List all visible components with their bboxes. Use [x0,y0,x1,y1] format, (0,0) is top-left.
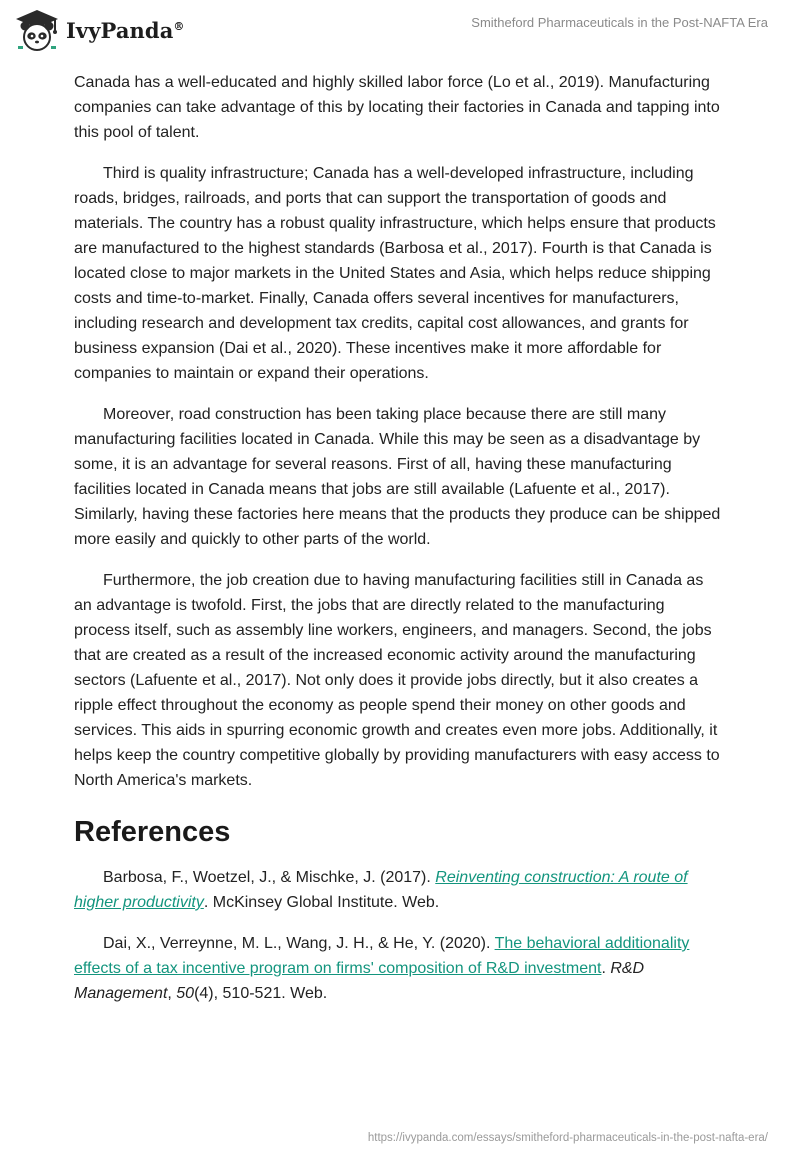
paragraph-4: Furthermore, the job creation due to having manufacturing facilities still in Canada as an advantage is twofold. First, the jobs that are directly related to the manufacturing process itself, such as assembly line workers, engineers, and managers. Second, the jobs that are created as a result of the increased economic activity around the manufacturing sectors (Lafuente et al., 2017). Not only does it provide jobs directly, but it also creates a ripple effect throughout the economy as people spend their money on other goods and services. This aids in spurring economic growth and creates even more jobs. Additionally, it helps keep the country competitive globally by providing manufacturers with easy access to North America's markets. [74,572,720,789]
reference-link[interactable]: Reinventing construction: A route of higher productivity [74,869,688,911]
panda-graduate-icon [14,8,60,52]
paragraph-1: Canada has a well-educated and highly skilled labor force (Lo et al., 2019). Manufacturing companies can take advantage of this by locating their factories in Canada and tapping into this pool of talent. [74,74,720,141]
essay-content [74,70,722,1022]
page-header [0,0,800,62]
logo-wordmark: IvyPanda® [66,17,185,43]
reference-link[interactable]: The behavioral additionality effects of a tax incentive program on firms' composition of R&D investment [74,935,690,977]
reference-item: Dai, X., Verreynne, M. L., Wang, J. H., & He, Y. (2020). The behavioral additionality effects of a tax incentive program on firms' composition of R&D investment. R&D Management, 50(4), 510-521. Web. [74,935,690,1002]
document-title: Smitheford Pharmaceuticals in the Post-NAFTA Era [471,15,768,30]
ivypanda-logo[interactable] [14,8,185,52]
paragraph-2: Third is quality infrastructure; Canada has a well-developed infrastructure, including roads, bridges, railroads, and ports that can support the transportation of goods and materials. The country has a robust quality infrastructure, which helps ensure that products are manufactured to the highest standards (Barbosa et al., 2017). Fourth is that Canada is located close to major markets in the United States and Asia, which helps reduce shipping costs and time-to-market. Finally, Canada offers several incentives for manufacturers, including research and development tax credits, capital cost allowances, and grants for business expansion (Dai et al., 2020). These incentives make it more affordable for companies to maintain or expand their operations. [74,165,716,382]
references-heading: References [74,816,231,848]
source-url[interactable]: https://ivypanda.com/essays/smitheford-pharmaceuticals-in-the-post-nafta-era/ [367,1132,768,1144]
reference-item: Barbosa, F., Woetzel, J., & Mischke, J. (2017). Reinventing construction: A route of higher productivity. McKinsey Global Institute. Web. [74,869,688,911]
paragraph-3: Moreover, road construction has been taking place because there are still many manufacturing facilities located in Canada. While this may be seen as a disadvantage by some, it is an advantage for several reasons. First of all, having these manufacturing facilities located in Canada means that jobs are still available (Lafuente et al., 2017). Similarly, having these factories here means that the products they produce can be shipped more easily and quickly to other parts of the world. [74,406,721,548]
